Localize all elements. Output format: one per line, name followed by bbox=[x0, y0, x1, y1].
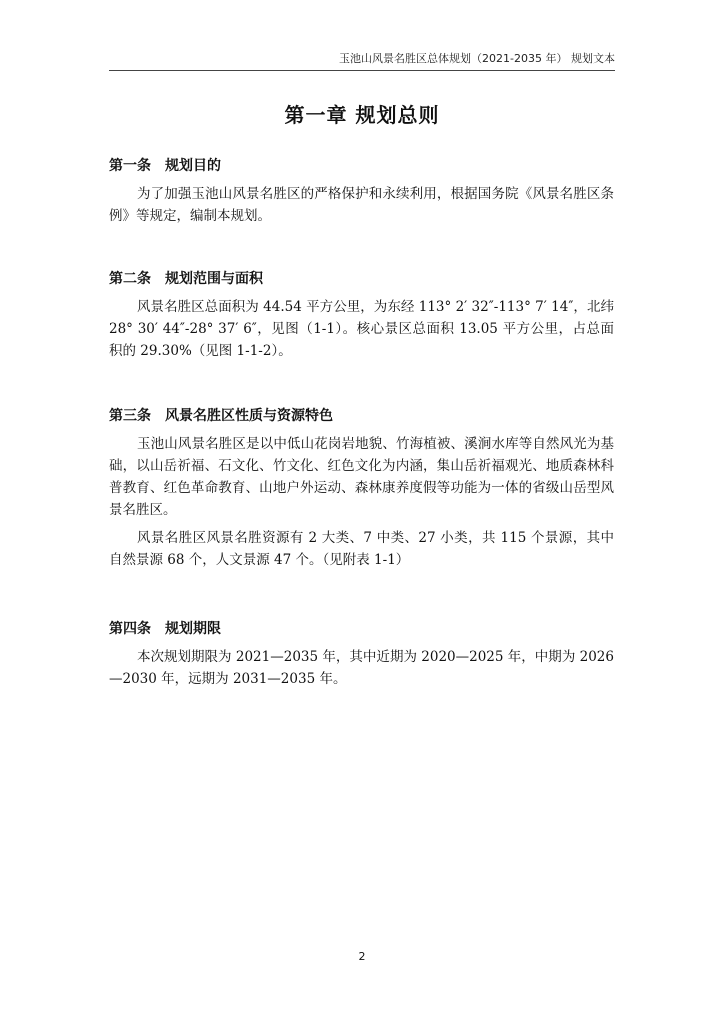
article-title: 规划范围与面积 bbox=[165, 271, 263, 287]
article-number: 第三条 bbox=[109, 408, 151, 424]
article-title: 风景名胜区性质与资源特色 bbox=[165, 408, 333, 424]
article-heading bbox=[109, 618, 614, 638]
chapter-title: 第一章 规划总则 bbox=[284, 103, 440, 127]
paragraph: 风景名胜区总面积为 44.54 平方公里，为东经 113° 2′ 32″-113° 7′ 14″，北纬 28° 30′ 44″-28° 37′ 6″，见图（1-1）。核心景区总面积 13.05 平方公里，占总面积的 29.30%（见图 1-1-2）。 bbox=[109, 299, 614, 359]
article-heading bbox=[109, 268, 614, 288]
article-heading bbox=[109, 405, 614, 425]
article-2 bbox=[109, 268, 614, 368]
paragraph: 玉池山风景名胜区是以中低山花岗岩地貌、竹海植被、溪涧水库等自然风光为基础，以山岳祈福、石文化、竹文化、红色文化为内涵，集山岳祈福观光、地质森林科普教育、红色革命教育、山地户外运动、森林康养度假等功能为一体的省级山岳型风景名胜区。 bbox=[109, 436, 614, 518]
article-number: 第二条 bbox=[109, 271, 151, 287]
paragraph: 为了加强玉池山风景名胜区的严格保护和永续利用，根据国务院《风景名胜区条例》等规定，编制本规划。 bbox=[109, 186, 614, 224]
article-number: 第一条 bbox=[109, 158, 151, 174]
article-4 bbox=[109, 618, 614, 696]
article-3 bbox=[109, 405, 614, 577]
article-1 bbox=[109, 155, 614, 233]
article-title: 规划期限 bbox=[165, 621, 221, 637]
page-number: 2 bbox=[358, 950, 366, 963]
paragraph: 风景名胜区风景名胜资源有 2 大类、7 中类、27 小类，共 115 个景源，其中自然景源 68 个，人文景源 47 个。（见附表 1-1） bbox=[109, 530, 614, 568]
article-number: 第四条 bbox=[109, 621, 151, 637]
running-header: 玉池山风景名胜区总体规划（2021-2035 年） 规划文本 bbox=[109, 50, 615, 71]
article-heading bbox=[109, 155, 614, 175]
paragraph: 本次规划期限为 2021—2035 年，其中近期为 2020—2025 年，中期为 2026—2030 年，远期为 2031—2035 年。 bbox=[109, 649, 614, 687]
article-title: 规划目的 bbox=[165, 158, 221, 174]
